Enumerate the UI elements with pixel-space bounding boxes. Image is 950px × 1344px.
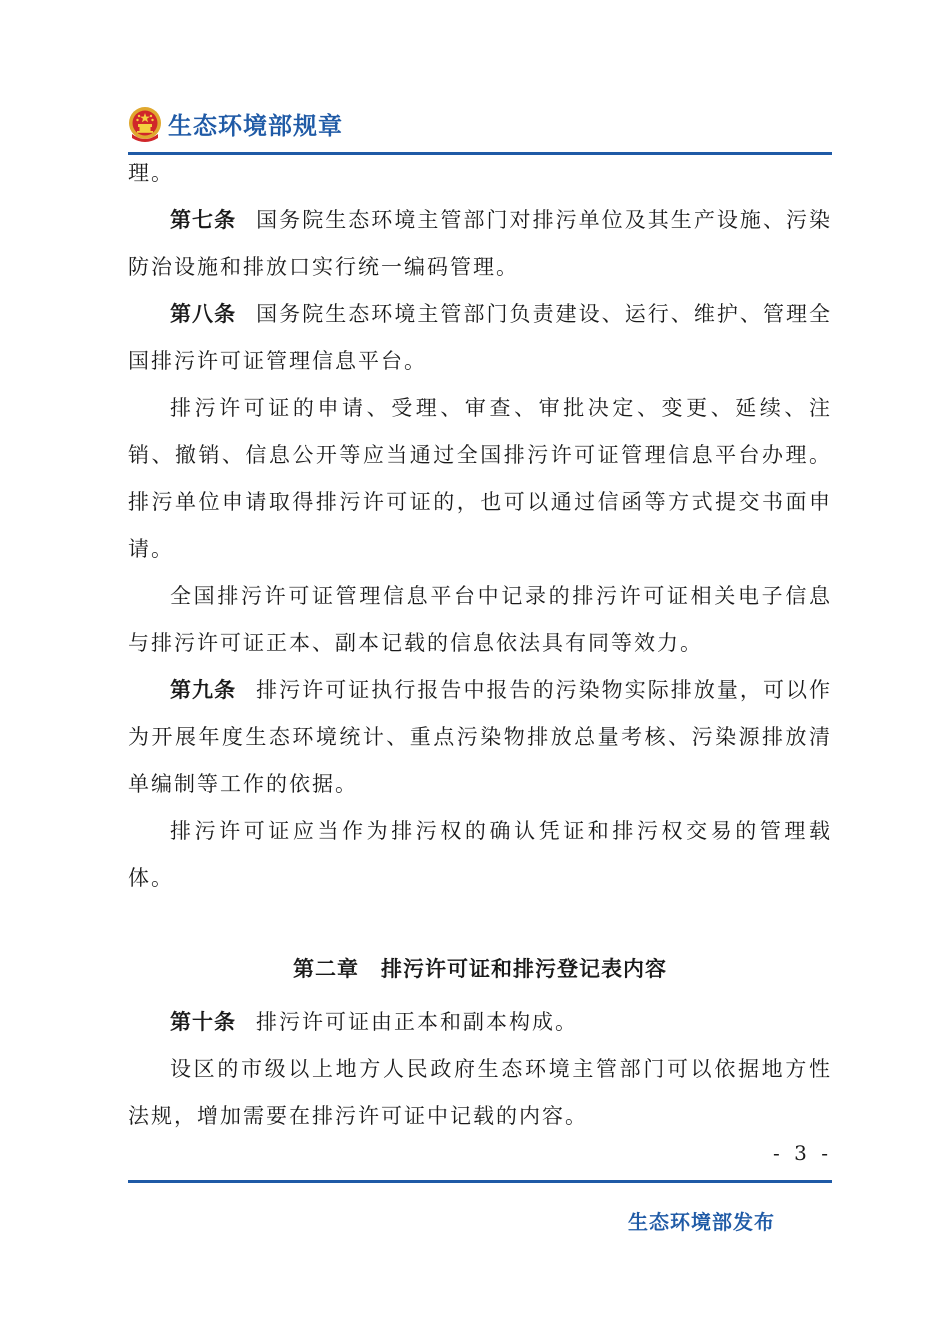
chapter-number: 第二章: [293, 957, 359, 981]
article-number: 第八条: [170, 302, 237, 326]
header-title: 生态环境部规章: [168, 111, 343, 140]
article-9: [128, 667, 832, 808]
article-text: 国务院生态环境主管部门负责建设、运行、维护、管理全国排污许可证管理信息平台。: [128, 302, 833, 373]
article-number: 第十条: [170, 1010, 236, 1034]
national-emblem-icon: [128, 104, 162, 142]
paragraph: 理。: [128, 161, 174, 185]
paragraph: 设区的市级以上地方人民政府生态环境主管部门可以依据地方性法规，增加需要在排污许可证中记载的内容。: [128, 1057, 832, 1128]
article-text: 排污许可证执行报告中报告的污染物实际排放量，可以作为开展年度生态环境统计、重点污染物排放总量考核、污染源排放清单编制等工作的依据。: [128, 678, 833, 796]
paragraph: 排污许可证应当作为排污权的确认凭证和排污权交易的管理载体。: [128, 819, 832, 890]
article-text: 排污许可证由正本和副本构成。: [256, 1010, 578, 1034]
article-number: 第七条: [170, 208, 237, 232]
chapter-heading: [128, 946, 832, 993]
article-number: 第九条: [170, 678, 237, 702]
footer-rule: [128, 1180, 832, 1183]
paragraph: 全国排污许可证管理信息平台中记录的排污许可证相关电子信息与排污许可证正本、副本记载的信息依法具有同等效力。: [128, 584, 832, 655]
article-text: 国务院生态环境主管部门对排污单位及其生产设施、污染防治设施和排放口实行统一编码管理。: [128, 208, 833, 279]
page-number: - 3 -: [773, 1141, 832, 1165]
article-7: [128, 197, 832, 291]
article-10: [128, 999, 832, 1046]
article-8: [128, 291, 832, 385]
paragraph: 排污许可证的申请、受理、审查、审批决定、变更、延续、注销、撤销、信息公开等应当通过全国排污许可证管理信息平台办理。排污单位申请取得排污许可证的，也可以通过信函等方式提交书面申请。: [128, 396, 832, 561]
footer-publisher: 生态环境部发布: [628, 1210, 775, 1234]
document-body: [128, 150, 832, 1140]
page-header: [128, 100, 343, 146]
chapter-title: 排污许可证和排污登记表内容: [381, 957, 667, 981]
